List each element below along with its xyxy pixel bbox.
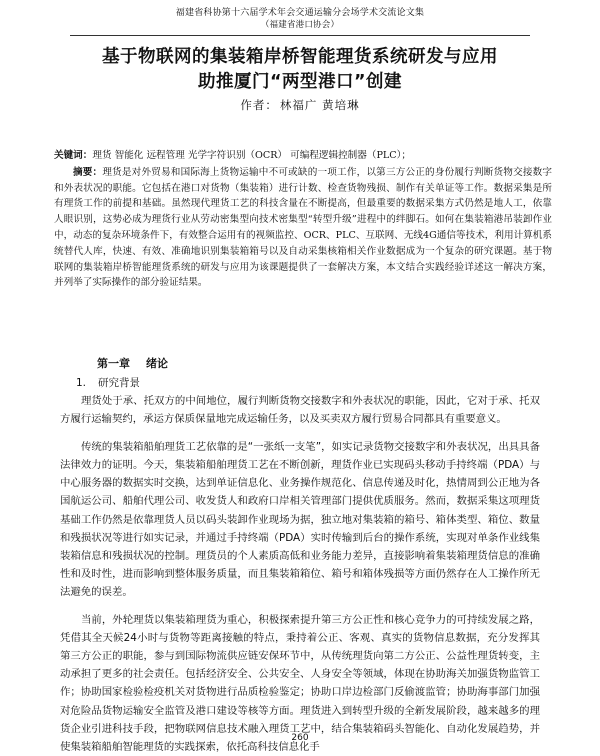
chapter-title: 绪论	[146, 357, 168, 370]
title-block	[0, 45, 600, 113]
author-line	[0, 97, 600, 113]
running-header-line2: （福建省港口协会）	[260, 20, 340, 30]
section-number: 1.	[76, 377, 87, 389]
abstract-block	[54, 148, 552, 291]
chapter-number: 第一章	[97, 357, 130, 370]
author-label: 作者：	[240, 98, 278, 112]
body-paragraph-3: 当前，外轮理货以集装箱理货为重心，积极探索提升第三方公正性和核心竞争力的可持续发展之路，凭借其全天候24小时与货物等距离接触的特点，秉持着公正、客观、真实的货物信息数据，充分发挥其第三方公正的职能，参与到国际物流供应链安保环节中，从传统理货向第二方公正、公益性理货转变，主动承担了更多的社会责任。包括经济安全、公共安全、人身安全等领域，体现在协助海关加强货物监管工作；协助国家检验检疫机关对货物进行品质检验鉴定；协助口岸边检部门反偷渡监管；协助海事部门加强对危险品货物运输安全监管及港口建设等核等方面。理货进入到转型升级的全新发展阶段，越来越多的理货企业引进科技手段，把物联网信息技术融入理货工艺中，结合集装箱码头智能化、自动化发展趋势，并使集装箱船舶智能理货的实践探索，依托高科技信息化手	[60, 614, 540, 753]
chapter-heading	[97, 357, 168, 371]
section-heading	[76, 376, 140, 390]
abstract-paragraph	[54, 165, 552, 291]
paper-title-line1: 基于物联网的集装箱岸桥智能理货系统研发与应用	[102, 47, 498, 67]
running-header	[0, 7, 600, 31]
running-header-line1: 福建省科协第十六届学术年会交通运输分会场学术交流论文集	[175, 8, 425, 18]
page-number: 260	[291, 733, 309, 743]
keywords-paragraph	[54, 148, 552, 164]
abstract-label: 摘要：	[73, 166, 103, 178]
body-text	[60, 392, 540, 756]
keywords-text: 理货 智能化 远程管理 光学字符识别（OCR） 可编程逻辑控制器（PLC）；	[92, 150, 411, 161]
header-divider	[70, 35, 530, 36]
body-paragraph-1: 理货处于承、托双方的中间地位，履行判断货物交接数字和外表状况的职能，因此，它对于承、托双方履行运输契约，承运方保质保量地完成运输任务，以及买卖双方履行贸易合同都具有重要意义。	[60, 395, 540, 426]
abstract-text: 理货是对外贸易和国际海上货物运输中不可或缺的一项工作，以第三方公正的身份履行判断货物交接数字和外表状况的职能。它包括在港口对货物（集装箱）进行计数、检查货物残损、制作有关单证等工作。数据采集是所有理货工作的前提和基础。虽然现代理货工艺的科技含量在不断提高，但最重要的数据采集方式仍然是地人工，依靠人眼识别，这势必成为理货行业从劳动密集型向技术密集型“转型升级”进程中的绊脚石。如何在集装箱港吊装卸作业中，动态的复杂环境条件下，有效整合运用有的视频监控、OCR、PLC、互联网、无线4G通信等技术，利用计算机系统替代人库，快速、有效、准确地识别集装箱箱号以及自动采集核箱相关作业数据成为一个复杂的研究课题。基于物联网的集装箱岸桥智能理货系统的研发与应用为该课题提供了一套解决方案，本文结合实践经验详述这一解决方案，并列举了实际操作的部分验证结果。	[54, 166, 553, 289]
keywords-label: 关键词：	[54, 150, 93, 161]
section-title: 研究背景	[98, 377, 141, 389]
body-paragraph-2: 传统的集装箱船舶理货工艺依靠的是“一张纸一支笔”，如实记录货物交接数字和外表状况，出具具备法律效力的证明。今天，集装箱船舶理货工艺在不断创新，理货作业已实现码头移动手持终端（PDA）与中心服务器的数据实时交换，达到单证信息化、业务操作规范化、信息传递及时化，热情周到公正地为各国航运公司、船舶代理公司、收发货人和政府口岸相关管理部门提供优质服务。然而，数据采集这项理货基础工作仍然是依靠理货人员以码头装卸作业现场为据，独立地对集装箱的箱号、箱体类型、箱位、数量和残损状况等进行如实记录，并通过手持终端（PDA）实时传输到后台的操作系统，实现对单条作业线集装箱信息和残损状况的控制。理货员的个人素质高低和业务能力差异，直接影响着集装箱理货信息的准确性和及时性，进而影响到整体服务质量，而且集装箱箱位、箱号和箱体残损等方面仍然存在人工操作所无法避免的误差。	[60, 441, 540, 598]
paper-title-line2: 助推厦门“两型港口”创建	[197, 72, 402, 92]
author-names: 林福广 黄培琳	[279, 98, 360, 112]
